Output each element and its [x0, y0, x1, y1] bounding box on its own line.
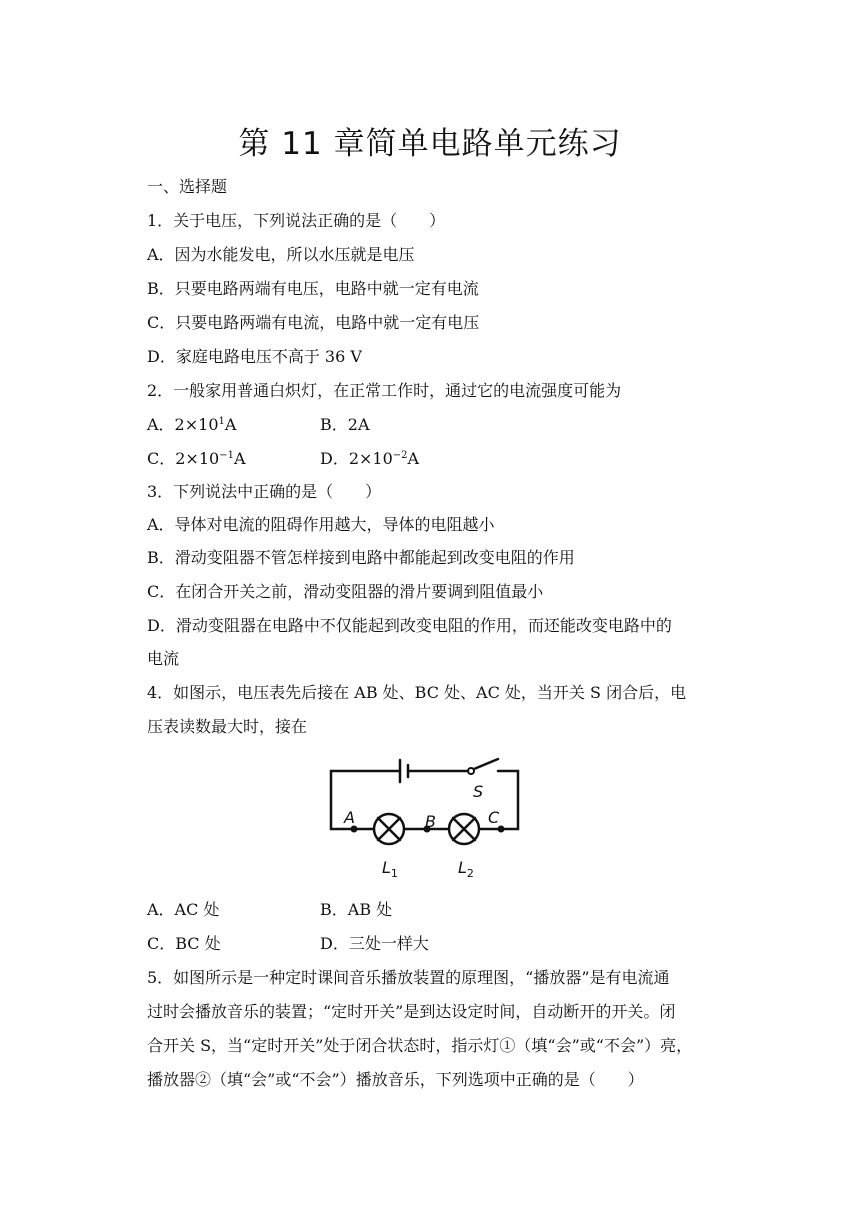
label-a: A	[344, 808, 355, 827]
q4-option-c: C．BC 处	[147, 934, 221, 953]
q5-line-4: 播放器②（填“会”或“不会”）播放音乐，下列选项中正确的是（ ）	[147, 1070, 644, 1089]
q4-stem: 4．如图示，电压表先后接在 AB 处、BC 处、AC 处，当开关 S 闭合后，电	[147, 683, 687, 702]
q1-option-b: B．只要电路两端有电压，电路中就一定有电流	[147, 279, 479, 298]
q1-option-a: A．因为水能发电，所以水压就是电压	[147, 245, 415, 264]
q2-option-d: D．$2\times 10^{-2}A$	[320, 449, 420, 468]
label-b: B	[425, 812, 436, 831]
label-s: S	[473, 782, 484, 801]
q4-stem-continued: 压表读数最大时，接在	[147, 717, 308, 736]
q4-option-d: D．三处一样大	[320, 934, 429, 953]
section-heading: 一、选择题	[147, 177, 228, 196]
q5-line-2: 过时会播放音乐的装置；“定时开关”是到达设定时间，自动断开的开关。闭	[147, 1002, 676, 1021]
label-l2: $L_2$	[458, 858, 474, 880]
label-c: C	[488, 808, 500, 827]
q2-option-a: A．$2\times 10^1A$	[147, 415, 237, 434]
switch-blade	[474, 759, 498, 769]
q1-stem: 1．关于电压，下列说法正确的是（ ）	[147, 211, 446, 230]
q3-option-b: B．滑动变阻器不管怎样接到电路中都能起到改变电阻的作用	[147, 548, 575, 567]
q2-option-c: C．$2\times 10^{-1}A$	[147, 449, 246, 468]
q4-option-b: B．AB 处	[320, 900, 393, 919]
circuit-diagram	[318, 755, 528, 885]
page-title: 第 11 章简单电路单元练习	[238, 126, 622, 162]
q3-option-d: D．滑动变阻器在电路中不仅能起到改变电阻的作用，而还能改变电路中的	[147, 616, 672, 635]
q1-option-c: C．只要电路两端有电流，电路中就一定有电压	[147, 313, 480, 332]
q3-option-c: C．在闭合开关之前，滑动变阻器的滑片要调到阻值最小	[147, 582, 544, 601]
q3-stem: 3．下列说法中正确的是（ ）	[147, 482, 382, 501]
q3-option-a: A．导体对电流的阻碍作用越大，导体的电阻越小	[147, 515, 495, 534]
q5-line-1: 5．如图所示是一种定时课间音乐播放装置的原理图，“播放器”是有电流通	[147, 968, 670, 987]
lamp-l2	[449, 814, 479, 844]
q2-option-b: B．2A	[320, 415, 370, 434]
q1-option-d: D．家庭电路电压不高于 36 V	[147, 347, 362, 366]
q4-option-a: A．AC 处	[147, 900, 220, 919]
circuit-wire-left	[331, 771, 400, 829]
lamp-l1	[374, 814, 404, 844]
q3-option-d-continued: 电流	[147, 649, 180, 668]
circuit-wire-right	[498, 771, 518, 829]
q5-line-3: 合开关 S，当“定时开关”处于闭合状态时，指示灯①（填“会”或“不会”）亮，	[147, 1036, 693, 1055]
q2-stem: 2．一般家用普通白炽灯，在正常工作时，通过它的电流强度可能为	[147, 381, 622, 400]
label-l1: $L_1$	[382, 858, 398, 880]
